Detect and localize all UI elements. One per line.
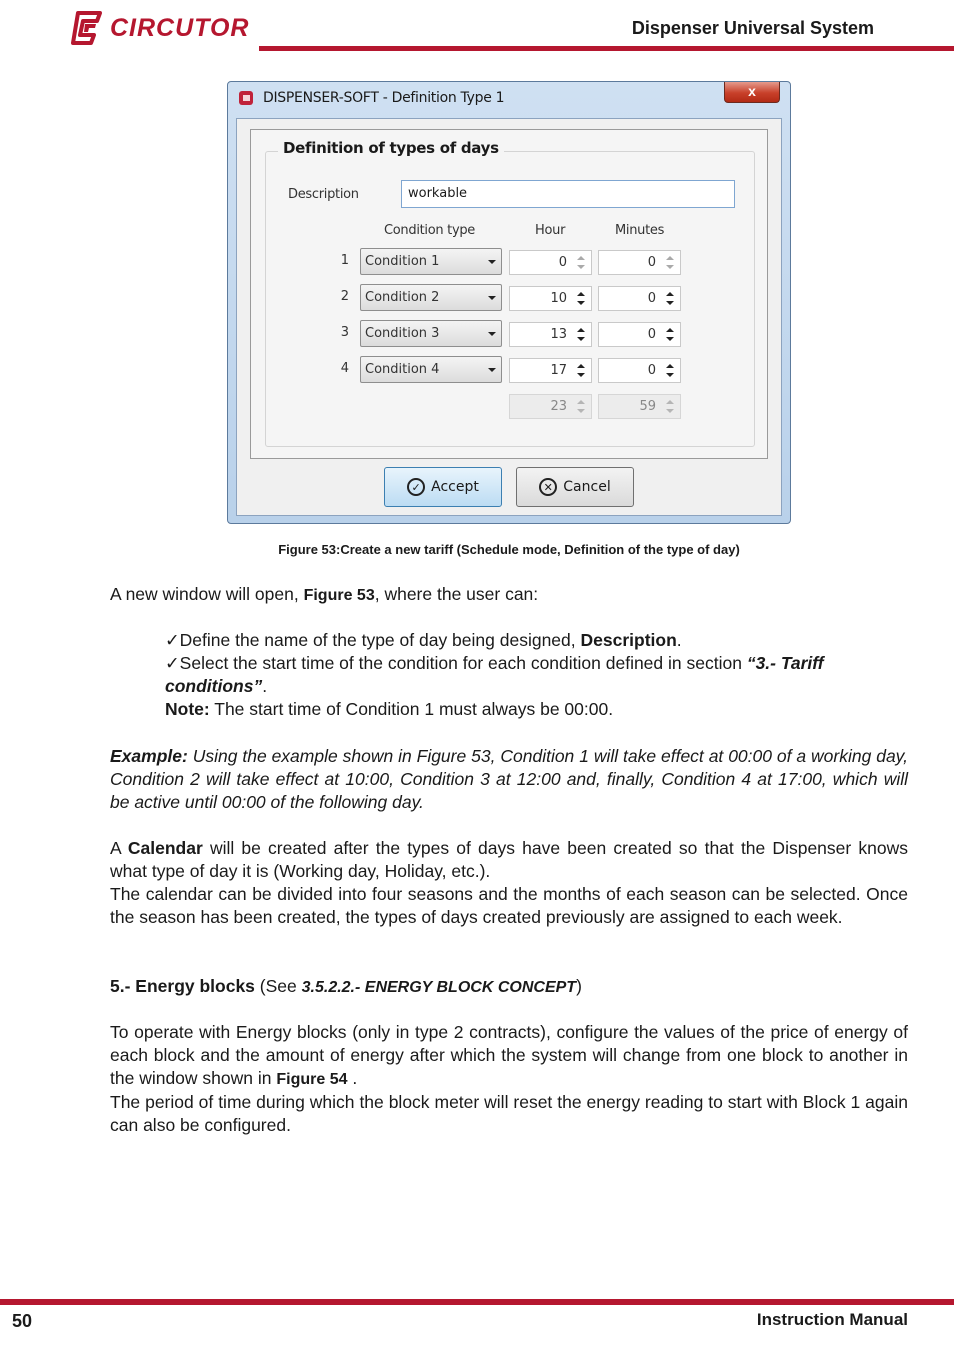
text: To operate with Energy blocks (only in type 2 contracts), configure the values of the price of energy of each block and the amount of energy after which the system will change from one block to another in the window shown in	[110, 1022, 908, 1088]
row-number: 2	[340, 289, 349, 304]
text: )	[576, 976, 582, 996]
x-circle-icon: ✕	[539, 478, 557, 496]
spin-down-icon[interactable]	[577, 337, 585, 341]
circutor-logo-icon	[70, 11, 104, 45]
spin-down-icon[interactable]	[666, 337, 674, 341]
condition-select-value: Condition 1	[365, 254, 440, 269]
check-circle-icon: ✓	[407, 478, 425, 496]
row-number: 4	[340, 361, 349, 376]
check-item-start-time	[165, 652, 908, 698]
definition-panel	[250, 129, 768, 459]
minutes-value: 0	[647, 363, 656, 378]
text: ✓Define the name of the type of day being designed,	[165, 630, 581, 650]
figure-reference: Figure 53	[303, 587, 375, 604]
dropdown-arrow-icon	[488, 296, 496, 300]
text: , where the user can:	[374, 584, 539, 604]
check-item-description	[165, 629, 908, 652]
hour-value: 10	[550, 291, 567, 306]
page-number: 50	[12, 1311, 33, 1331]
text: A new window will open,	[110, 584, 304, 604]
accept-label: Accept	[431, 479, 479, 495]
energy-blocks-paragraph	[110, 1021, 908, 1091]
text: .	[262, 676, 268, 696]
window-title: DISPENSER-SOFT - Definition Type 1	[263, 90, 505, 106]
minutes-spinner-2[interactable]	[598, 286, 681, 311]
spin-down-icon[interactable]	[666, 265, 674, 269]
checklist	[165, 629, 908, 721]
spin-up-icon	[577, 400, 585, 404]
spin-up-icon[interactable]	[666, 328, 674, 332]
dropdown-arrow-icon	[488, 332, 496, 336]
accept-button[interactable]	[384, 467, 502, 507]
section-heading	[110, 975, 908, 999]
window-titlebar	[228, 82, 790, 114]
cancel-label: Cancel	[563, 479, 611, 495]
logo-text: CIRCUTOR	[110, 13, 250, 42]
section-title: 5.- Energy blocks	[110, 976, 255, 996]
description-input[interactable]: workable	[401, 180, 735, 208]
spin-up-icon[interactable]	[577, 364, 585, 368]
note	[165, 698, 908, 721]
cancel-button[interactable]	[516, 467, 634, 507]
description-label: Description	[288, 187, 359, 202]
condition-select-3[interactable]	[360, 320, 502, 347]
example-text: Using the example shown in Figure 53, Condition 1 will take effect at 00:00 of a working day, Condition 2 will take effect at 10:00, Condition 3 at 12:00 and, finally, Condition 4 at 17:00, which will be active until 00:00 of the following day.	[110, 746, 908, 812]
spin-down-icon	[577, 409, 585, 413]
minutes-value: 0	[647, 327, 656, 342]
condition-select-value: Condition 2	[365, 290, 440, 305]
minutes-spinner-1[interactable]	[598, 250, 681, 275]
end-hour-value: 23	[550, 399, 567, 414]
example-paragraph	[110, 745, 908, 814]
window-body	[236, 118, 782, 516]
text: ✓Select the start time of the condition for each condition defined in section	[165, 653, 747, 673]
hour-spinner-3[interactable]	[509, 322, 592, 347]
spin-down-icon[interactable]	[577, 301, 585, 305]
definition-groupbox	[265, 139, 755, 447]
end-hour-spinner	[509, 394, 592, 419]
spin-down-icon[interactable]	[666, 301, 674, 305]
section-reference: 3.5.2.2.- ENERGY BLOCK CONCEPT	[301, 979, 577, 996]
row-number: 3	[340, 325, 349, 340]
dropdown-arrow-icon	[488, 368, 496, 372]
definition-type-window	[227, 81, 791, 524]
intro-paragraph	[110, 583, 908, 607]
spin-up-icon[interactable]	[577, 328, 585, 332]
calendar-paragraph-2: The calendar can be divided into four seasons and the months of each season can be selected. Once the season has been created, the types of days created previously are assigned to each week.	[110, 884, 908, 927]
figure-caption: Figure 53:Create a new tariff (Schedule mode, Definition of the type of day)	[278, 542, 740, 557]
dropdown-arrow-icon	[488, 260, 496, 264]
minutes-spinner-4[interactable]	[598, 358, 681, 383]
figure-reference: Figure 54	[276, 1071, 348, 1088]
col-hour: Hour	[535, 223, 566, 238]
condition-select-value: Condition 4	[365, 362, 440, 377]
window-close-button[interactable]: x	[724, 82, 780, 103]
group-title: Definition of types of days	[278, 139, 504, 157]
text: A	[110, 838, 128, 858]
row-number: 1	[340, 253, 349, 268]
note-text: The start time of Condition 1 must always be 00:00.	[209, 699, 614, 719]
spin-up-icon[interactable]	[666, 256, 674, 260]
spin-down-icon[interactable]	[577, 265, 585, 269]
app-icon	[238, 90, 254, 106]
header-title: Dispenser Universal System	[631, 18, 874, 38]
minutes-value: 0	[647, 291, 656, 306]
col-minutes: Minutes	[615, 223, 665, 238]
spin-up-icon[interactable]	[666, 364, 674, 368]
minutes-spinner-3[interactable]	[598, 322, 681, 347]
spin-up-icon	[666, 400, 674, 404]
text: (See	[254, 976, 302, 996]
col-condition-type: Condition type	[384, 223, 476, 238]
hour-value: 17	[550, 363, 567, 378]
condition-select-1[interactable]	[360, 248, 502, 275]
energy-blocks-paragraph-2: The period of time during which the block meter will reset the energy reading to start with Block 1 again can also be configured.	[110, 1092, 908, 1135]
spin-up-icon[interactable]	[577, 256, 585, 260]
text: .	[347, 1068, 358, 1088]
bold-text: Description	[580, 630, 677, 650]
spin-down-icon[interactable]	[666, 373, 674, 377]
header-rule	[259, 46, 954, 51]
example-label: Example:	[110, 746, 188, 766]
bold-text: Calendar	[127, 838, 203, 858]
spin-up-icon[interactable]	[577, 292, 585, 296]
hour-value: 0	[558, 255, 567, 270]
spin-up-icon[interactable]	[666, 292, 674, 296]
minutes-value: 0	[647, 255, 656, 270]
footer-title: Instruction Manual	[756, 1310, 908, 1329]
section-reference: “3.- Tariff conditions”	[165, 653, 824, 696]
condition-select-value: Condition 3	[365, 326, 440, 341]
hour-spinner-1[interactable]	[509, 250, 592, 275]
spin-down-icon	[666, 409, 674, 413]
end-minutes-value: 59	[639, 399, 656, 414]
calendar-paragraph	[110, 837, 908, 883]
spin-down-icon[interactable]	[577, 373, 585, 377]
hour-value: 13	[550, 327, 567, 342]
footer-rule	[0, 1299, 954, 1305]
hour-spinner-4[interactable]	[509, 358, 592, 383]
condition-select-4[interactable]	[360, 356, 502, 383]
circutor-logo	[70, 10, 249, 46]
text: .	[676, 630, 682, 650]
end-minutes-spinner	[598, 394, 681, 419]
note-label: Note:	[165, 699, 210, 719]
condition-select-2[interactable]	[360, 284, 502, 311]
text: will be created after the types of days have been created so that the Dispenser knows what type of day it is (Working day, Holiday, etc.).	[110, 838, 908, 881]
hour-spinner-2[interactable]	[509, 286, 592, 311]
